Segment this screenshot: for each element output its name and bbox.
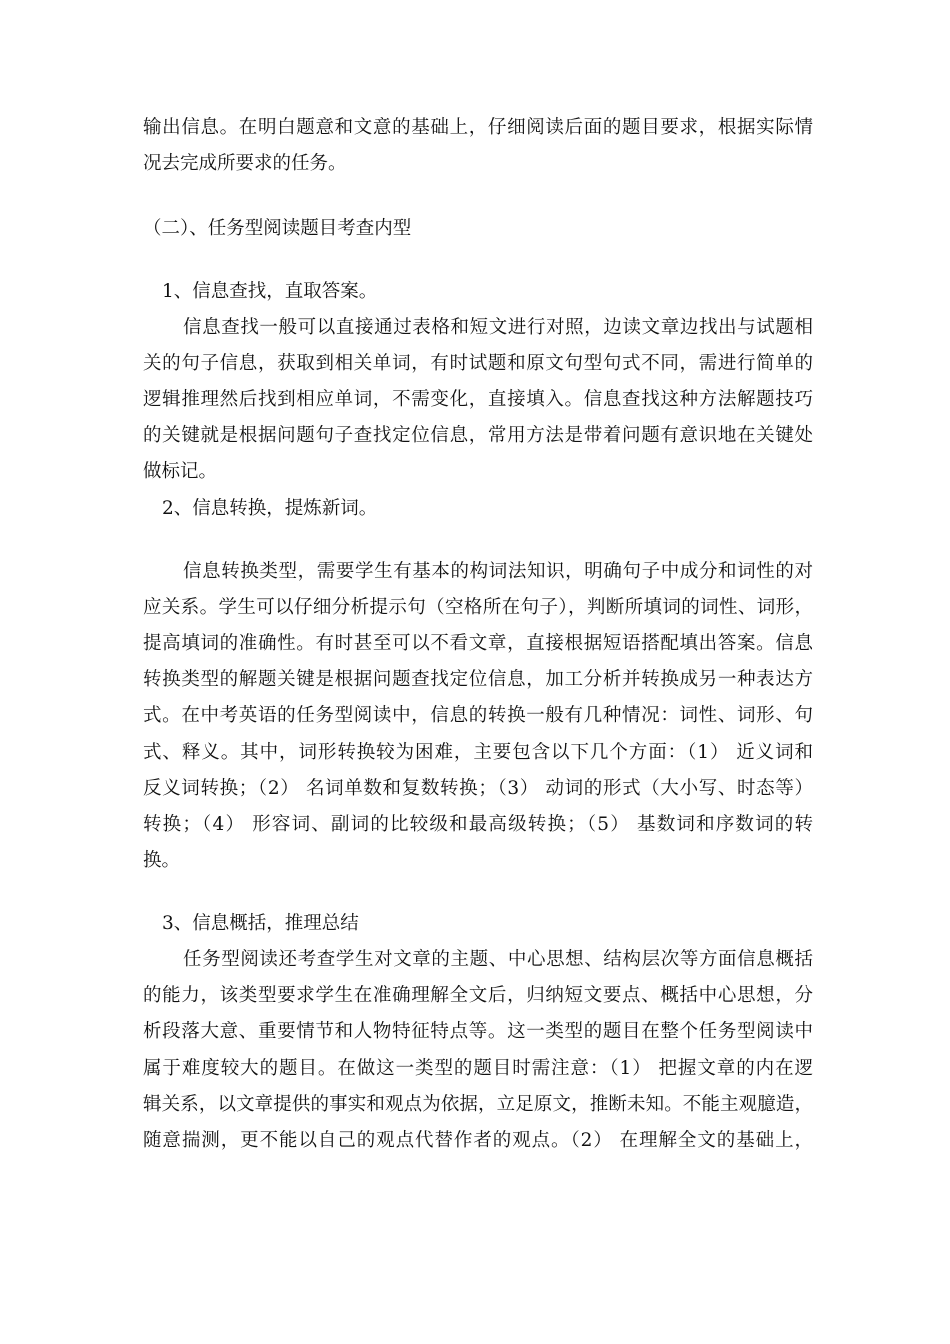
body-text-line: 转换；（4） 形容词、副词的比较级和最高级转换；（5） 基数词和序数词的转 [143, 814, 813, 835]
body-text-line: 辑关系，以文章提供的事实和观点为依据，立足原文，推断未知。不能主观臆造， [143, 1094, 813, 1115]
body-text-line: 式。在中考英语的任务型阅读中，信息的转换一般有几种情况：词性、词形、句 [143, 705, 813, 726]
body-text-line: 换。 [143, 850, 181, 871]
body-text-line: 信息查找一般可以直接通过表格和短文进行对照，边读文章边找出与试题相 [183, 317, 813, 338]
body-text-line: 任务型阅读还考查学生对文章的主题、中心思想、结构层次等方面信息概括 [183, 949, 813, 970]
body-text-line: 析段落大意、重要情节和人物特征特点等。这一类型的题目在整个任务型阅读中 [143, 1021, 813, 1042]
body-text-line: 反义词转换；（2） 名词单数和复数转换；（3） 动词的形式（大小写、时态等） [143, 778, 813, 799]
section-heading: （二）、任务型阅读题目考查内型 [143, 218, 412, 239]
body-text-line: 随意揣测，更不能以自己的观点代替作者的观点。（2） 在理解全文的基础上， [143, 1130, 813, 1151]
body-text-line: 信息转换类型，需要学生有基本的构词法知识，明确句子中成分和词性的对 [183, 561, 813, 582]
body-text-line: 况去完成所要求的任务。 [143, 153, 347, 174]
body-text-line: 转换类型的解题关键是根据问题查找定位信息，加工分析并转换成另一种表达方 [143, 669, 813, 690]
body-text-line: 属于难度较大的题目。在做这一类型的题目时需注意：（1） 把握文章的内在逻 [143, 1058, 813, 1079]
body-text-line: 提高填词的准确性。有时甚至可以不看文章，直接根据短语搭配填出答案。信息 [143, 633, 813, 654]
body-text-line: 逻辑推理然后找到相应单词，不需变化，直接填入。信息查找这种方法解题技巧 [143, 389, 813, 410]
subsection-heading: 1、信息查找，直取答案。 [162, 281, 378, 302]
body-text-line: 关的句子信息，获取到相关单词，有时试题和原文句型句式不同，需进行简单的 [143, 353, 813, 374]
subsection-heading: 3、信息概括，推理总结 [162, 913, 359, 934]
subsection-heading: 2、信息转换，提炼新词。 [162, 498, 378, 519]
body-text-line: 应关系。学生可以仔细分析提示句（空格所在句子），判断所填词的词性、词形， [143, 597, 813, 618]
body-text-line: 的能力，该类型要求学生在准确理解全文后，归纳短文要点、概括中心思想，分 [143, 985, 813, 1006]
body-text-line: 的关键就是根据问题句子查找定位信息，常用方法是带着问题有意识地在关键处 [143, 425, 813, 446]
body-text-line: 输出信息。在明白题意和文意的基础上，仔细阅读后面的题目要求，根据实际情 [143, 117, 813, 138]
body-text-line: 做标记。 [143, 461, 218, 482]
body-text-line: 式、释义。其中，词形转换较为困难，主要包含以下几个方面：（1） 近义词和 [143, 742, 813, 763]
